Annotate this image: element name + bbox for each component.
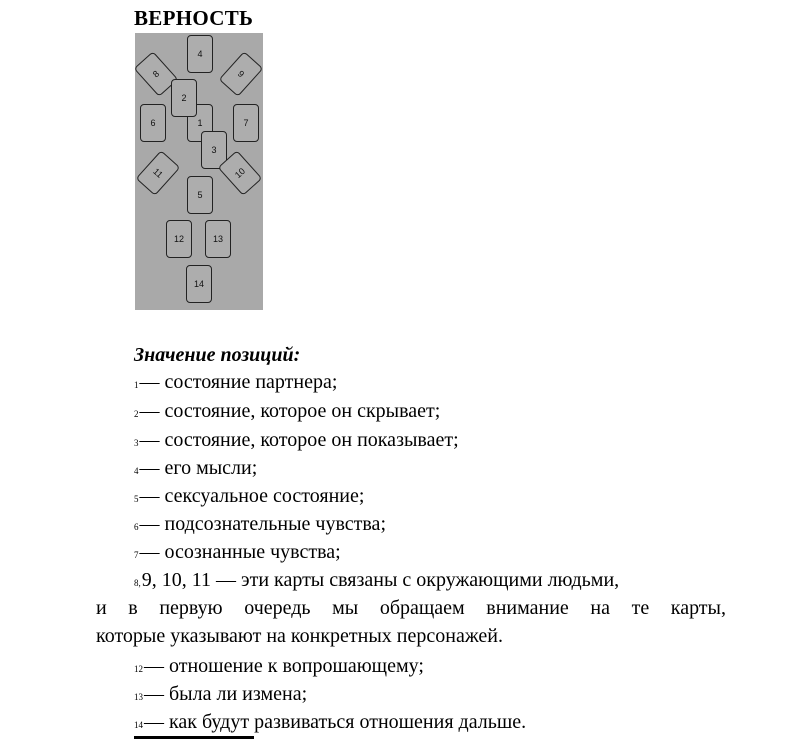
card-8: 8 (134, 51, 179, 97)
item-number: 7 (134, 550, 139, 560)
item-text: — состояние, которое он показывает; (139, 429, 459, 451)
card-6: 6 (140, 104, 166, 142)
item-text: 9, 10, 11 — эти карты связаны с окружающими людьми, (141, 569, 620, 591)
card-2: 2 (171, 79, 197, 117)
card-10: 10 (218, 150, 263, 196)
card-13: 13 (205, 220, 231, 258)
item-text: — сексуальное состояние; (139, 485, 365, 507)
card-11: 11 (136, 150, 181, 196)
list-item (134, 485, 364, 510)
item-text: — его мысли; (139, 457, 258, 479)
list-item-group (134, 569, 619, 594)
item-number: 6 (134, 522, 139, 532)
item-number: 14 (134, 720, 143, 730)
item-text: — состояние партнера; (139, 371, 338, 393)
card-1: 1 (187, 104, 213, 142)
list-item (134, 683, 307, 708)
card-3: 3 (201, 131, 227, 169)
item-number: 5 (134, 494, 139, 504)
card-9: 9 (219, 51, 264, 97)
list-item (134, 513, 386, 538)
page-title: ВЕРНОСТЬ (134, 6, 254, 30)
list-item (134, 541, 341, 566)
item-number: 3 (134, 438, 139, 448)
item-text: — была ли измена; (144, 683, 308, 705)
item-text: — осознанные чувства; (139, 541, 341, 563)
card-4: 4 (187, 35, 213, 73)
item-text: — подсознательные чувства; (139, 513, 386, 535)
card-12: 12 (166, 220, 192, 258)
cut-off-line (134, 736, 254, 744)
list-item (134, 655, 424, 680)
item-text: — отношение к вопрошающему; (144, 655, 424, 677)
list-item (134, 711, 526, 736)
list-item (134, 457, 257, 482)
item-number: 1 (134, 380, 139, 390)
list-item (134, 400, 440, 425)
tarot-spread-diagram (135, 33, 263, 310)
item-number: 4 (134, 466, 139, 476)
paragraph-line: и в первую очередь мы обращаем внимание на те карты, (96, 597, 726, 619)
card-7: 7 (233, 104, 259, 142)
item-text: — как будут развиваться отношения дальше. (144, 711, 527, 733)
list-item (134, 429, 459, 454)
positions-heading: Значение позиций: (134, 344, 301, 366)
card-14: 14 (186, 265, 212, 303)
list-item (134, 371, 337, 396)
card-5: 5 (187, 176, 213, 214)
item-number: 13 (134, 692, 143, 702)
item-text: — состояние, которое он скрывает; (139, 400, 441, 422)
paragraph-line: которые указывают на конкретных персонажей. (96, 625, 503, 647)
item-number: 2 (134, 409, 139, 419)
item-number: 8, (134, 578, 141, 588)
item-number: 12 (134, 664, 143, 674)
